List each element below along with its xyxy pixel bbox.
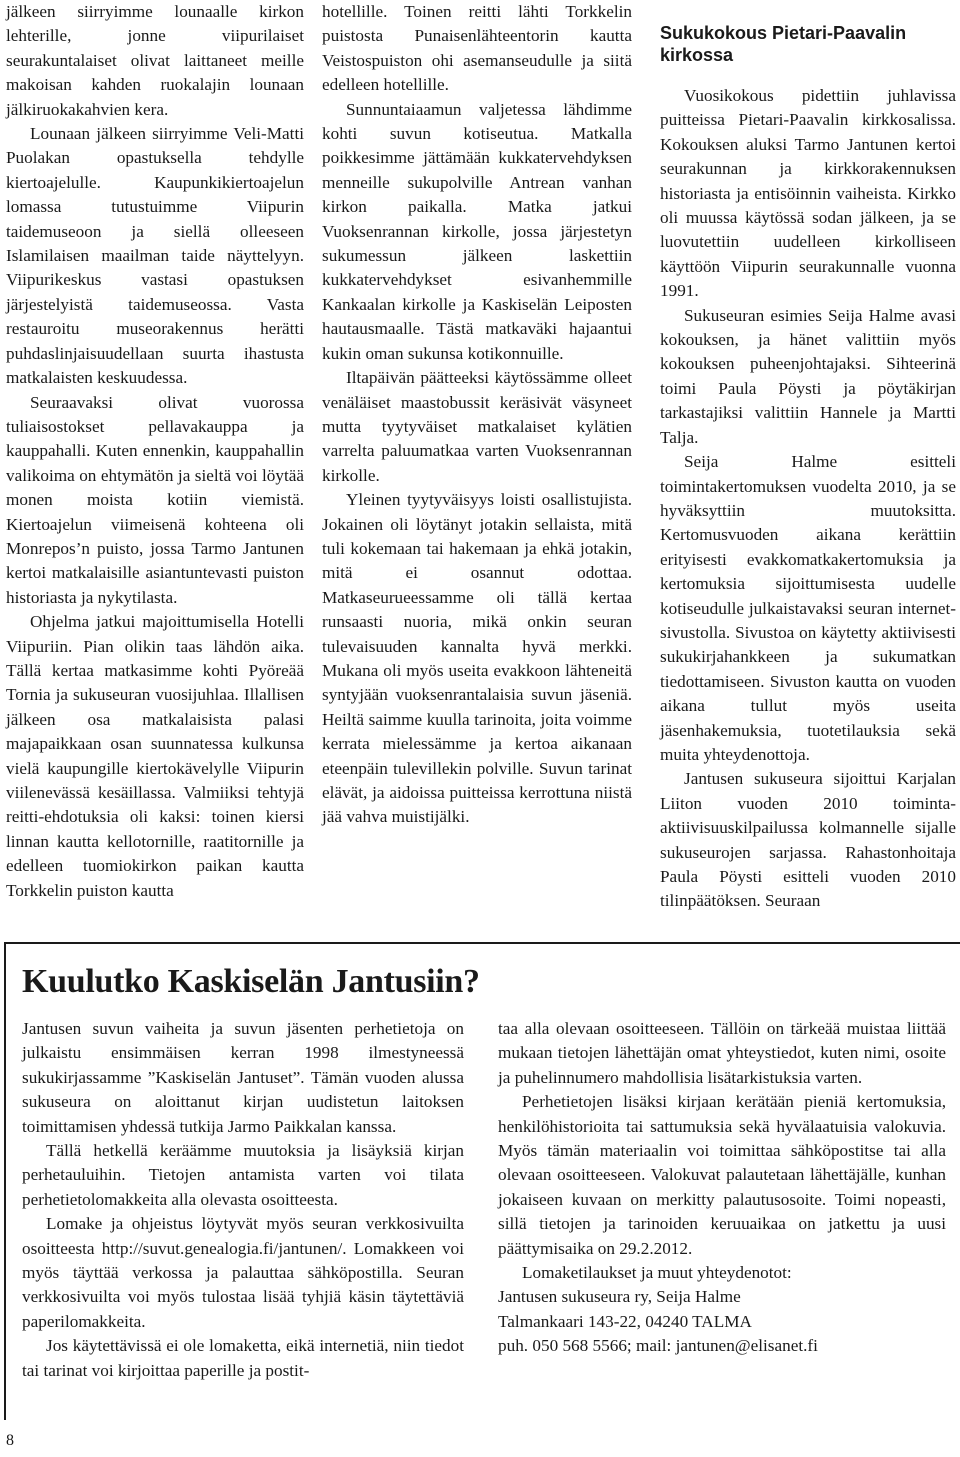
article-column-1 xyxy=(6,0,304,903)
contact-address xyxy=(498,1285,946,1358)
contact-line: puh. 050 568 5566; mail: jantunen@elisanet.fi xyxy=(498,1336,818,1356)
paragraph: Sunnuntaiaamun valjetessa lähdimme kohti suvun kotiseutua. Matkalla poikkesimme jättämään kukkatervehdyksen menneille sukupolville Antrean vanhan kirkon paikalla. Matka jatkui Vuoksenrannan kirkolle, jossa järjestetyn sukumessun jälkeen laskettiin kukkatervehdykset esivanhemmille Kankaalan kirkolle ja Kaskiselän Leiposten hautausmaalle. Tästä matkaväki hajaantui kukin oman sukunsa kotikonnuille. xyxy=(322,99,632,363)
paragraph: taa alla olevaan osoitteeseen. Tällöin on tärkeää muistaa liittää mukaan tietojen lähettäjän omat yhteystiedot, kuten nimi, osoite ja puhelinnumero mahdollisia lisätarkistuksia varten. xyxy=(498,1019,946,1087)
article-column-3 xyxy=(660,0,956,914)
paragraph: Jantusen sukuseura sijoittui Karjalan Liiton vuoden 2010 toiminta-aktiivisuuskilpailussa kolmannelle sijalle sukuseurojen sarjassa. Rahastonhoitaja Paula Pöysti esitteli vuoden 2010 tilinpäätöksen. Seuraan xyxy=(660,769,956,911)
paragraph: Seuraavaksi olivat vuorossa tuliaisostokset pellavakauppa ja kauppahalli. Kuten ennenkin, kauppahallin valikoima on ehtymätön ja sieltä voi löytää monen moista kotiin viemistä. Kiertoajelun viimeisenä kohteena oli Monrepos’n puisto, jossa Tarmo Jantunen kertoi matkalaisille asiantuntevasti puiston historiasta ja nykytilasta. xyxy=(6,392,304,607)
contact-line: Jantusen sukuseura ry, Seija Halme xyxy=(498,1287,741,1307)
paragraph: Tällä hetkellä keräämme muutoksia ja lisäyksiä kirjan perhetauluihin. Tietojen antamista varten voi tilata perhetietolomakkeita alla olevasta osoitteesta. xyxy=(22,1141,464,1209)
paragraph: Lomake ja ohjeistus löytyvät myös seuran verkkosivuilta osoitteesta http://suvut.genealogia.fi/jantunen/. Lomakkeen voi myös täyttää verkossa ja palauttaa sähköpostilla. Seuran verkkosivuilta voi myös tulostaa lisää tyhjiä käsin täytettäviä paperilomakkeita. xyxy=(22,1214,464,1331)
notice-column-2 xyxy=(498,1017,946,1359)
paragraph: Perhetietojen lisäksi kirjaan kerätään pieniä kertomuksia, henkilöhistorioita tai sattumuksia sekä hyvälaatuisia valokuvia. Myös tämän materiaalin voi toimittaa sähköpostitse tai alla olevaan osoitteeseen. Valokuvat palautetaan lähettäjälle, kunhan jokaiseen kuvaan on merkitty palautusosoite. Toimi nopeasti, sillä tietojen ja tarinoiden keruuaikaa on jatkettu ja uusi päättymisaika on 29.2.2012. xyxy=(498,1092,946,1258)
paragraph: Jantusen suvun vaiheita ja suvun jäsenten perhetietoja on julkaistu ensimmäisen kerran 1998 ilmestyneessä sukukirjassamme ”Kaskiselän Jantuset”. Tämän vuoden alussa sukuseura on aloittanut kirjan uudistetun laitoksen toimittamisen yhdessä tutkija Jarmo Paikkalan kanssa. xyxy=(22,1019,464,1136)
paragraph: Sukuseuran esimies Seija Halme avasi kokouksen, ja hänet valittiin myös kokouksen puheenjohtajaksi. Sihteerinä toimi Paula Pöysti ja pöytäkirjan tarkastajiksi valittiin Hannele ja Martti Talja. xyxy=(660,305,956,447)
contact-line: Talmankaari 143-22, 04240 TALMA xyxy=(498,1311,752,1331)
paragraph: Ohjelma jatkui majoittumisella Hotelli Viipuriin. Pian olikin taas lähdön aika. Tällä kertaa matkasimme kohti Pyöreää Tornia ja sukuseuran vuosijuhlaa. Illallisen jälkeen osa matkalaisista palasi majapaikkaan osan suunnatessa kulkunsa vielä kaupungille kiertokävelylle Viipurin viilenevässä kesäillassa. Valmiiksi tehtyjä reitti-ehdotuksia oli kaksi: toinen kiersi linnan kautta kellotornille, raatitornille ja edelleen tuomiokirkon paikan kautta Torkkelin puiston kautta xyxy=(6,612,304,900)
page-number: 8 xyxy=(6,1432,14,1449)
paragraph: Jos käytettävissä ei ole lomaketta, eikä internetiä, niin tiedot tai tarinat voi kirjoittaa paperille ja postit- xyxy=(22,1336,464,1380)
notice-column-1 xyxy=(22,1017,464,1383)
paragraph: Seija Halme esitteli toimintakertomuksen vuodelta 2010, ja se hyväksyttiin muutoksitta. Kertomusvuoden aikana kerättiin erityisesti evakkomatkakertomuksia ja kertomuksia sijoittumisesta uudelle kotiseudulle julkaistavaksi seuran internet-sivustolla. Sivustoa on käytetty aktiivisesti sukukirjahankkeen ja sukumatkan tiedottamiseen. Sivuston kautta on vuoden aikana tullut myös useita jäsenhakemuksia, tuotetilauksia sekä muita yhteydenottoja. xyxy=(660,452,956,764)
notice-title: Kuulutko Kaskiselän Jantusiin? xyxy=(22,963,480,1000)
paragraph: Lomaketilaukset ja muut yhteydenotot: xyxy=(522,1263,792,1283)
paragraph: Iltapäivän päätteeksi käytössämme olleet venäläiset maastobussit keräsivät väsyneet mutta tyytyväiset matkalaiset kylätien varrelta paluumatkaa varten Vuoksenrannan kirkolle. xyxy=(322,368,632,485)
paragraph: jälkeen siirryimme lounaalle kirkon lehterille, jonne viipurilaiset seurakuntalaiset olivat laittaneet meille makoisan kahden ruokalajin lounaan jälkiruokakahvien kera. xyxy=(6,2,304,119)
article-column-2 xyxy=(322,0,632,830)
paragraph: Vuosikokous pidettiin juhlavissa puitteissa Pietari-Paavalin kirkkosalissa. Kokouksen aluksi Tarmo Jantunen kertoi seurakunnan ja kirkkorakennuksen historiasta ja entisöinnin vaiheista. Kirkko oli muussa käytössä sodan jälkeen, ja se luovutettiin uudelleen kirkolliseen käyttöön Viipurin seurakunnalle vuonna 1991. xyxy=(660,86,956,301)
paragraph: hotellille. Toinen reitti lähti Torkkelin puistosta Punaisenlähteentorin kautta Veistospuiston ohi asemanseudulle ja siitä edelleen hotellille. xyxy=(322,2,632,95)
paragraph: Lounaan jälkeen siirryimme Veli-Matti Puolakan opastuksella tehdylle kiertoajelulle. Kaupunkikiertoajelun lomassa tutustuimme Viipurin taidemuseoon ja siellä olleeseen Islamilaisen maailman taide näyttelyyn. Viipurikeskus vastasi opastuksen järjestelyistä taidemuseossa. Vasta restauroitu museorakennus herätti puhdaslinjaisuudellaan suurta ihastusta matkalaisten keskuudessa. xyxy=(6,124,304,388)
section-heading: Sukukokous Pietari-Paavalin kirkossa xyxy=(660,23,907,65)
paragraph: Yleinen tyytyväisyys loisti osallistujista. Jokainen oli löytänyt jotakin sellaista, mitä tuli kokemaan tai hakemaan ja ehkä jotakin, mitä ei osannut odottaa. Matkaseurueessamme oli tällä kertaa runsaasti nuoria, mikä onkin seuran tulevaisuuden kannalta hyvä merkki. Mukana oli myös useita evakkoon lähteneitä syntyjään vuoksenrantalaisia suvun jäseniä. Heiltä saimme kuulla tarinoita, joita voimme kerrata mielessämme ja kertoa aikanaan eteenpäin tulevillekin polville. Suvun tarinat elävät, ja aidoissa puitteissa kerrottuna niistä jää vahva muistijälki. xyxy=(322,490,632,827)
